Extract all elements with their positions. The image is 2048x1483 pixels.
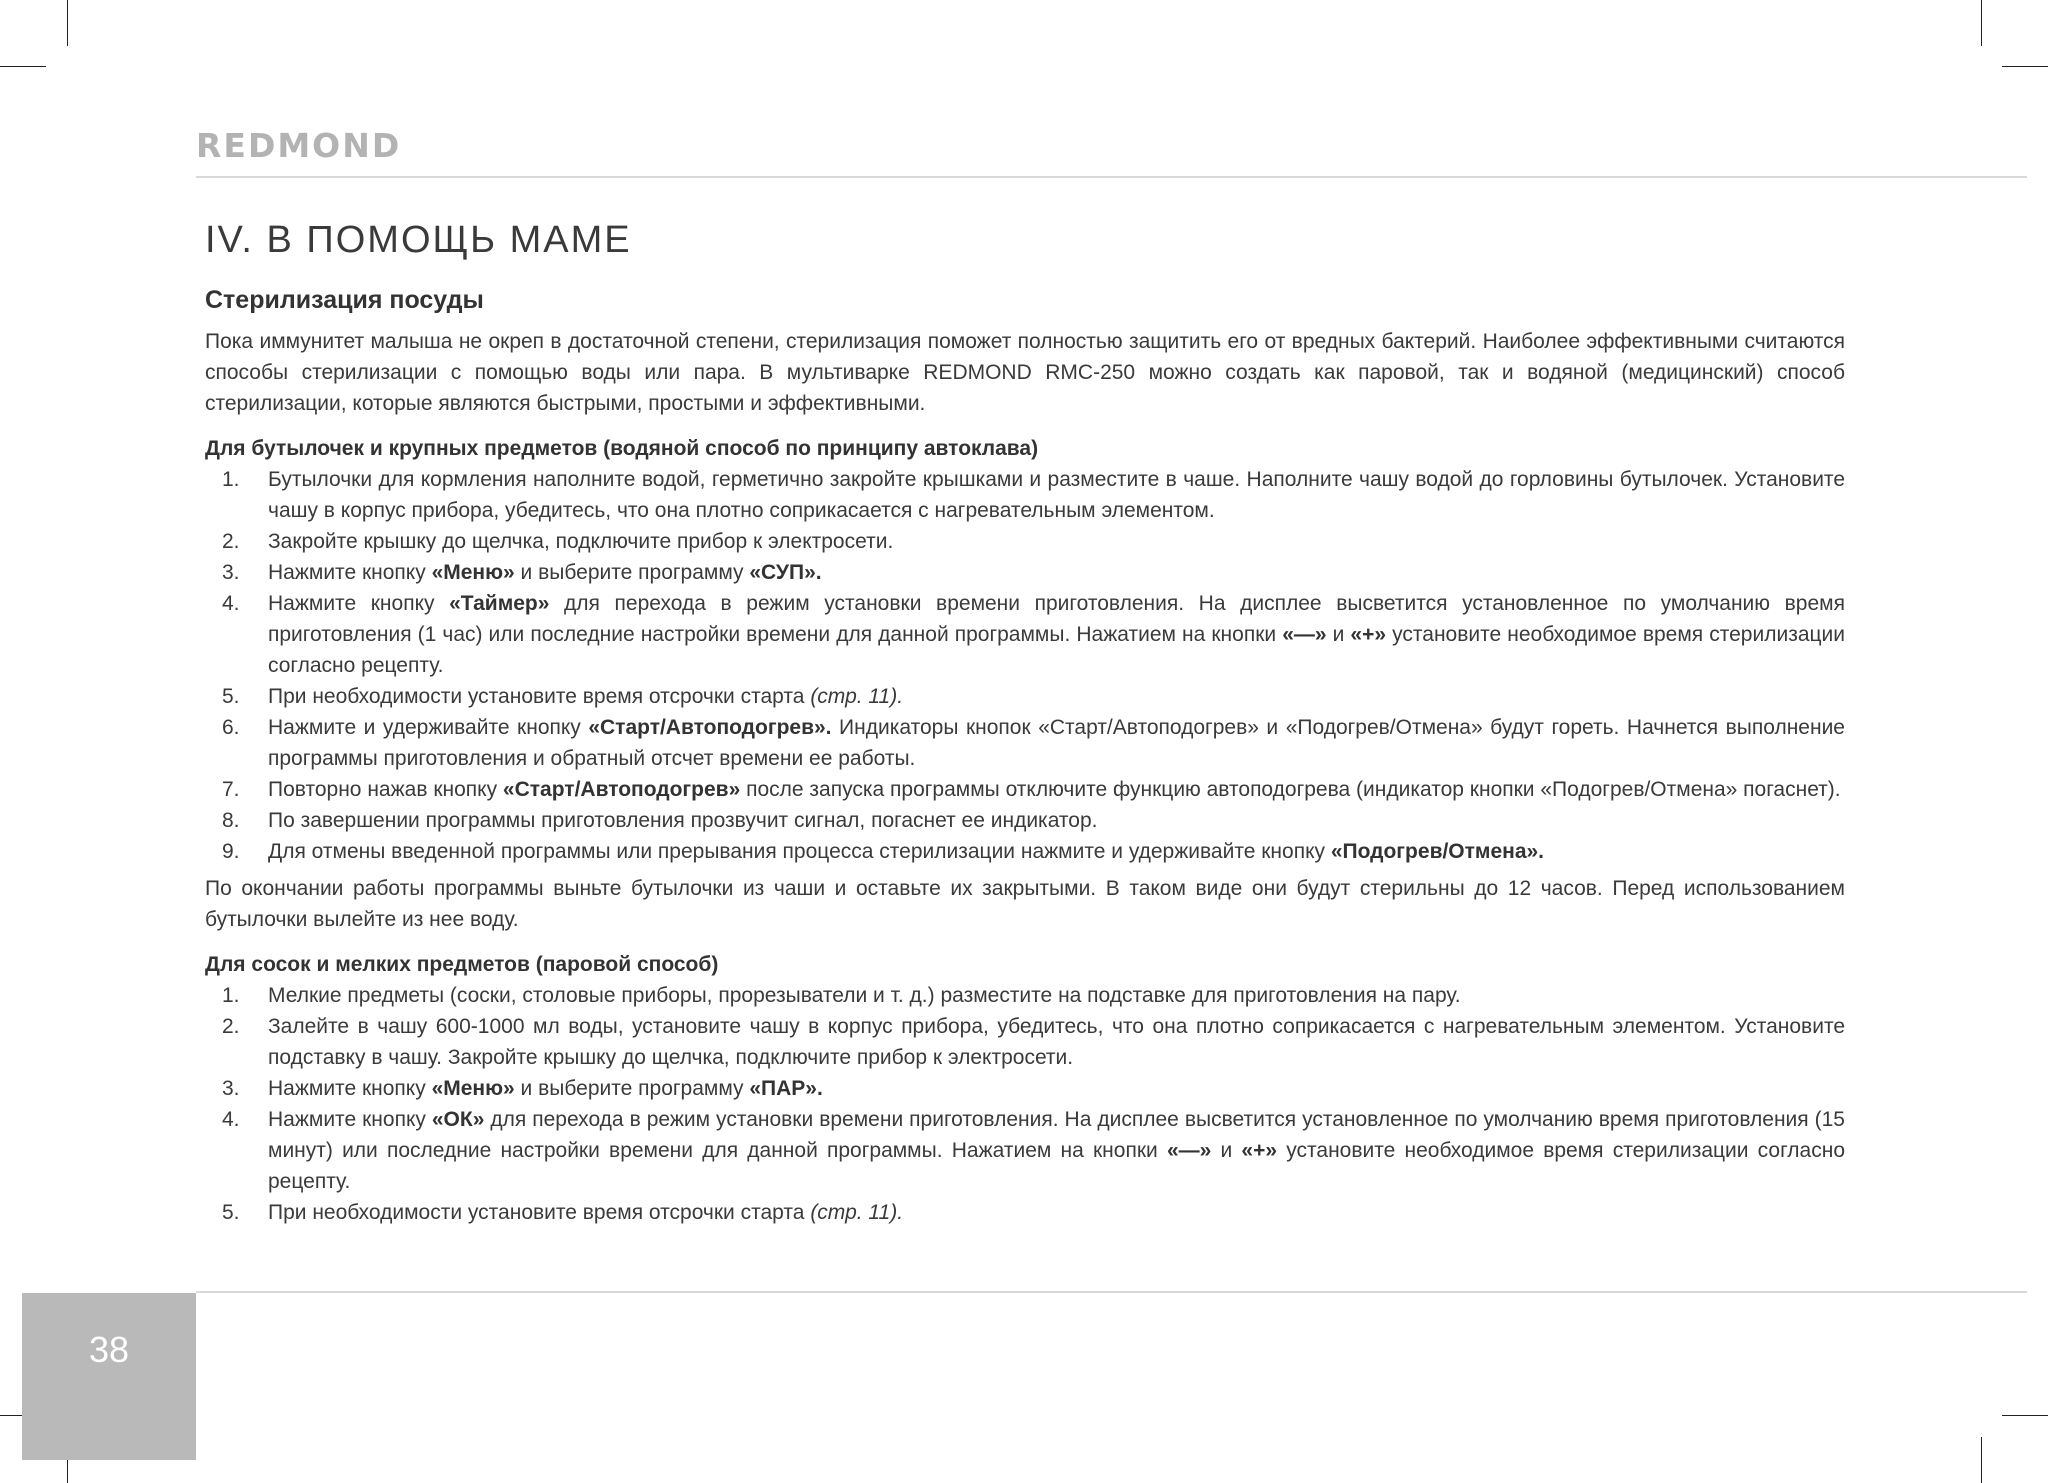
step-number: 7.: [222, 778, 240, 801]
brand-logo: REDMOND: [196, 126, 402, 165]
water-steps-list: [205, 464, 1845, 867]
step-item: [205, 1073, 1845, 1104]
step-text: «+»: [1241, 1139, 1278, 1162]
step-number: 4.: [222, 1108, 240, 1131]
step-text: Индикаторы кнопок «Старт/Автоподогрев» и «Подогрев/Отмена» будут гореть. Начнется выполнение программы приготовления и обратный отсчет времени ее работы.: [268, 716, 1845, 770]
step-text: «Таймер»: [449, 592, 550, 615]
step-number: 3.: [222, 1077, 240, 1100]
step-item: [205, 526, 1845, 557]
step-text: и выберите программу: [514, 561, 750, 584]
step-text: По завершении программы приготовления прозвучит сигнал, погаснет ее индикатор.: [268, 809, 1098, 832]
page-content: [205, 214, 1845, 1234]
step-text: «ПАР».: [749, 1077, 823, 1100]
step-number: 1.: [222, 468, 240, 491]
step-text: «+»: [1350, 623, 1387, 646]
step-item: [205, 588, 1845, 681]
step-text: При необходимости установите время отсрочки старта: [268, 685, 811, 708]
step-text: установите необходимое время стерилизации согласно рецепту.: [268, 623, 1845, 677]
step-number: 5.: [222, 685, 240, 708]
step-text: «Меню»: [431, 1077, 515, 1100]
step-text: Нажмите кнопку: [268, 561, 432, 584]
step-text: Бутылочки для кормления наполните водой, герметично закройте крышками и разместите в чаше. Наполните чашу водой до горловины бутылочек. Установите чашу в корпус прибора, убедитесь, что она плотно соприкасается с нагревательным элементом.: [268, 468, 1845, 522]
step-text: для перехода в режим установки времени приготовления. На дисплее высветится установленное по умолчанию время приготовления (15 минут) или последние настройки времени для данной программы. Нажатием на кнопки: [268, 1108, 1845, 1162]
step-text: Нажмите и удерживайте кнопку: [268, 716, 589, 739]
step-text: «Подогрев/Отмена».: [1330, 840, 1545, 863]
step-number: 2.: [222, 1015, 240, 1038]
step-text: и: [1326, 623, 1351, 646]
step-text: «—»: [1282, 623, 1327, 646]
step-item: [205, 774, 1845, 805]
step-number: 5.: [222, 1201, 240, 1224]
step-text: «Меню»: [431, 561, 515, 584]
step-text: для перехода в режим установки времени приготовления. На дисплее высветится установленное по умолчанию время приготовления (1 час) или последние настройки времени для данной программы. Нажатием на кнопки: [268, 592, 1845, 646]
step-item: [205, 681, 1845, 712]
step-text: Нажмите кнопку: [268, 592, 450, 615]
page-number: 38: [88, 1329, 130, 1370]
step-text: и выберите программу: [514, 1077, 750, 1100]
step-number: 1.: [222, 984, 240, 1007]
crop-mark: [1981, 0, 1982, 46]
crop-mark: [0, 66, 46, 67]
water-after-paragraph: По окончании работы программы выньте бутылочки из чаши и оставьте их закрытыми. В таком виде они будут стерильны до 12 часов. Перед использованием бутылочки вылейте из нее воду.: [205, 877, 1845, 931]
step-text: При необходимости установите время отсрочки старта: [268, 1201, 811, 1224]
step-item: [205, 836, 1845, 867]
intro-paragraph: Пока иммунитет малыша не окреп в достаточной степени, стерилизация поможет полностью защитить его от вредных бактерий. Наиболее эффективными считаются способы стерилизации с помощью воды или пара. В мультиварке REDMOND RMC-250 можно создать как паровой, так и водяной (медицинский) способ стерилизации, которые являются быстрыми, простыми и эффективными.: [205, 330, 1845, 415]
step-text: Для отмены введенной программы или прерывания процесса стерилизации нажмите и удерживайте кнопку: [268, 840, 1331, 863]
step-text: после запуска программы отключите функцию автоподогрева (индикатор кнопки «Подогрев/Отмена» погаснет).: [740, 778, 1841, 801]
step-item: [205, 1197, 1845, 1228]
footer-divider: [196, 1291, 2027, 1293]
step-item: [205, 712, 1845, 774]
steam-steps-list: [205, 980, 1845, 1228]
step-number: 3.: [222, 561, 240, 584]
step-number: 6.: [222, 716, 240, 739]
step-text: Залейте в чашу 600-1000 мл воды, установите чашу в корпус прибора, убедитесь, что она плотно соприкасается с нагревательным элементом. Установите подставку в чашу. Закройте крышку до щелчка, подключите прибор к электросети.: [268, 1015, 1845, 1069]
chapter-title: IV. В ПОМОЩЬ МАМЕ: [205, 219, 632, 261]
step-item: [205, 1104, 1845, 1197]
step-text: «ОК»: [431, 1108, 485, 1131]
step-text: «Старт/Автоподогрев»: [502, 778, 741, 801]
step-text: установите необходимое время стерилизации согласно рецепту.: [268, 1139, 1846, 1193]
step-text: «Старт/Автоподогрев».: [588, 716, 832, 739]
step-text: Мелкие предметы (соски, столовые приборы, прорезыватели и т. д.) разместите на подставке для приготовления на пару.: [268, 984, 1461, 1007]
crop-mark: [67, 0, 68, 46]
crop-mark: [2002, 66, 2048, 67]
step-item: [205, 805, 1845, 836]
step-text: и: [1211, 1139, 1242, 1162]
step-item: [205, 980, 1845, 1011]
step-text: «—»: [1166, 1139, 1212, 1162]
step-text: Нажмите кнопку: [268, 1108, 432, 1131]
crop-mark: [1981, 1437, 1982, 1483]
step-text: Закройте крышку до щелчка, подключите прибор к электросети.: [268, 530, 894, 553]
steam-method-title: Для сосок и мелких предметов (паровой способ): [205, 953, 719, 976]
step-text: Повторно нажав кнопку: [268, 778, 503, 801]
step-text: (стр. 11).: [810, 685, 904, 708]
section-title: Стерилизация посуды: [205, 286, 484, 314]
step-number: 4.: [222, 592, 240, 615]
page-number-box: [22, 1293, 196, 1460]
step-item: [205, 464, 1845, 526]
step-item: [205, 557, 1845, 588]
step-number: 2.: [222, 530, 240, 553]
step-text: «СУП».: [749, 561, 822, 584]
crop-mark: [2002, 1415, 2048, 1416]
header-divider: [196, 176, 2027, 178]
step-number: 8.: [222, 809, 240, 832]
water-method-title: Для бутылочек и крупных предметов (водяной способ по принципу автоклава): [205, 437, 1039, 460]
step-text: (стр. 11).: [810, 1201, 904, 1224]
step-text: Нажмите кнопку: [268, 1077, 432, 1100]
step-item: [205, 1011, 1845, 1073]
step-number: 9.: [222, 840, 240, 863]
